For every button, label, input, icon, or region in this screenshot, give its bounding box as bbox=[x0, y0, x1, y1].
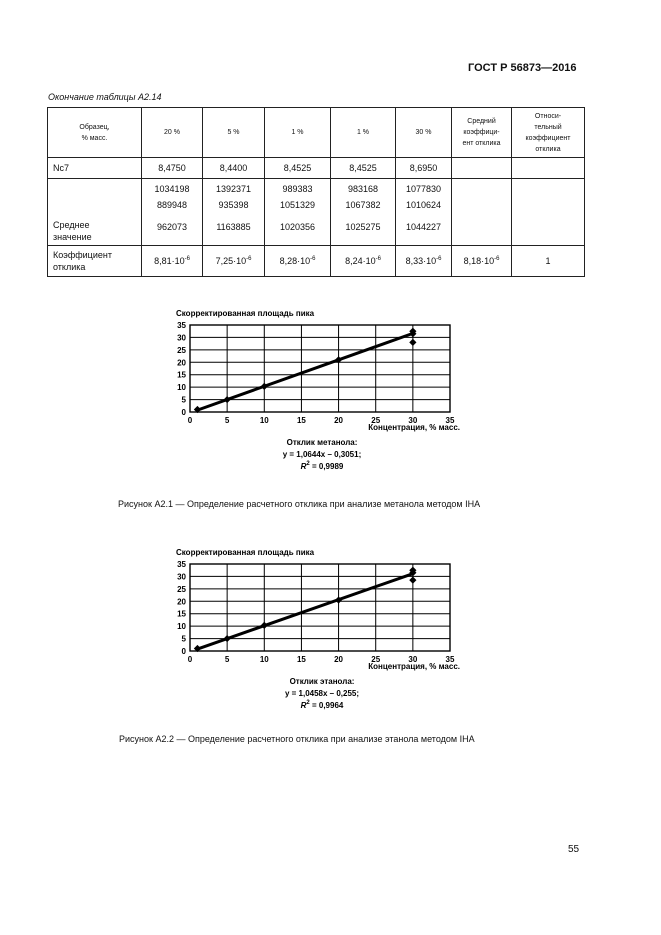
page-number: 55 bbox=[568, 844, 580, 855]
row-label: Коэффициент отклика bbox=[48, 246, 142, 277]
figure-1-caption: Рисунок А2.1 — Определение расчетного отклика при анализе метанола методом IHA bbox=[118, 499, 481, 509]
table-cell: $8,24\cdot 10^{-6}$ bbox=[331, 246, 396, 277]
chart-title: Скорректированная площадь пика bbox=[176, 309, 315, 318]
x-tick-label: 20 bbox=[334, 655, 344, 664]
table-cell: 8,4400 bbox=[203, 158, 265, 179]
x-tick-label: 5 bbox=[224, 655, 230, 664]
methanol-response-chart bbox=[170, 305, 470, 471]
table-cell: 1077830 1010624 1044227 bbox=[396, 179, 452, 246]
table-cell: 1034198 889948 962073 bbox=[142, 179, 203, 246]
table-cell: 8,4525 bbox=[331, 158, 396, 179]
y-tick-label: 30 bbox=[177, 333, 186, 343]
header-cell: Образец, % масс. bbox=[48, 108, 142, 158]
table-cell: $7,25\cdot 10^{-6}$ bbox=[203, 246, 265, 277]
x-tick-label: 5 bbox=[224, 416, 230, 425]
table-header-row bbox=[48, 108, 585, 158]
regression-equation: y = 1,0458x – 0,255; bbox=[284, 689, 360, 698]
data-point bbox=[409, 577, 416, 584]
y-tick-label: 20 bbox=[177, 597, 186, 607]
table-cell bbox=[452, 179, 512, 246]
y-tick-label: 5 bbox=[181, 395, 186, 405]
table-row bbox=[48, 246, 585, 277]
response-table bbox=[47, 107, 585, 277]
table-cell: 1392371 935398 1163885 bbox=[203, 179, 265, 246]
y-tick-label: 10 bbox=[177, 622, 186, 632]
x-tick-label: 25 bbox=[371, 416, 381, 425]
y-tick-label: 20 bbox=[177, 358, 186, 368]
header-cell: Средний коэффици- ент отклика bbox=[452, 108, 512, 158]
table-cell: 983168 1067382 1025275 bbox=[331, 179, 396, 246]
standard-number: ГОСТ Р 56873—2016 bbox=[468, 62, 577, 74]
x-tick-label: 0 bbox=[187, 655, 193, 664]
y-tick-label: 15 bbox=[177, 609, 186, 619]
header-cell: 1 % bbox=[331, 108, 396, 158]
series-name: Отклик метанола: bbox=[286, 438, 358, 447]
header-cell: 30 % bbox=[396, 108, 452, 158]
table-cell bbox=[452, 158, 512, 179]
data-point bbox=[409, 339, 416, 346]
ethanol-response-chart bbox=[170, 544, 470, 710]
row-label: Среднее значение bbox=[48, 179, 142, 246]
header-cell: 5 % bbox=[203, 108, 265, 158]
x-tick-label: 30 bbox=[408, 655, 418, 664]
y-tick-label: 25 bbox=[177, 584, 186, 594]
regression-equation: y = 1,0644x – 0,3051; bbox=[282, 450, 362, 459]
table-row bbox=[48, 158, 585, 179]
table-cell: $8,28\cdot 10^{-6}$ bbox=[265, 246, 331, 277]
table-cell bbox=[512, 179, 585, 246]
x-tick-label: 35 bbox=[445, 655, 455, 664]
table-continuation-caption: Окончание таблицы А2.14 bbox=[48, 92, 162, 102]
x-axis-title: Концентрация, % масс. bbox=[368, 423, 460, 432]
x-tick-label: 10 bbox=[259, 655, 269, 664]
x-tick-label: 20 bbox=[334, 416, 344, 425]
header-cell: 20 % bbox=[142, 108, 203, 158]
x-tick-label: 25 bbox=[371, 655, 381, 664]
table-cell bbox=[512, 158, 585, 179]
y-tick-label: 0 bbox=[181, 647, 186, 656]
y-tick-label: 0 bbox=[181, 408, 186, 417]
table-cell: 989383 1051329 1020356 bbox=[265, 179, 331, 246]
r-squared: $R^2 = 0,9989$ bbox=[300, 461, 344, 471]
y-tick-label: 10 bbox=[177, 383, 186, 393]
table-cell: $8,33\cdot 10^{-6}$ bbox=[396, 246, 452, 277]
y-tick-label: 25 bbox=[177, 345, 186, 355]
y-tick-label: 35 bbox=[177, 560, 186, 569]
y-tick-label: 30 bbox=[177, 572, 186, 582]
table-cell: 8,4750 bbox=[142, 158, 203, 179]
row-label: Nc7 bbox=[48, 158, 142, 179]
x-tick-label: 15 bbox=[296, 655, 306, 664]
y-tick-label: 35 bbox=[177, 321, 186, 330]
x-axis-title: Концентрация, % масс. bbox=[368, 662, 460, 671]
x-tick-label: 15 bbox=[296, 416, 306, 425]
table-cell: 8,6950 bbox=[396, 158, 452, 179]
x-tick-label: 10 bbox=[259, 416, 269, 425]
header-cell: 1 % bbox=[265, 108, 331, 158]
chart-title: Скорректированная площадь пика bbox=[176, 548, 315, 557]
series-name: Отклик этанола: bbox=[289, 677, 355, 686]
x-tick-label: 0 bbox=[187, 416, 193, 425]
figure-2-caption: Рисунок А2.2 — Определение расчетного отклика при анализе этанола методом IHA bbox=[119, 734, 475, 744]
table-cell: 1 bbox=[512, 246, 585, 277]
table-cell: 8,4525 bbox=[265, 158, 331, 179]
y-tick-label: 15 bbox=[177, 370, 186, 380]
y-tick-label: 5 bbox=[181, 634, 186, 644]
header-cell: Относи- тельный коэффициент отклика bbox=[512, 108, 585, 158]
x-tick-label: 30 bbox=[408, 416, 418, 425]
table-cell: $8,18\cdot 10^{-6}$ bbox=[452, 246, 512, 277]
table-row bbox=[48, 179, 585, 246]
r-squared: $R^2 = 0,9964$ bbox=[300, 700, 344, 710]
table-cell: $8,81\cdot 10^{-6}$ bbox=[142, 246, 203, 277]
x-tick-label: 35 bbox=[445, 416, 455, 425]
